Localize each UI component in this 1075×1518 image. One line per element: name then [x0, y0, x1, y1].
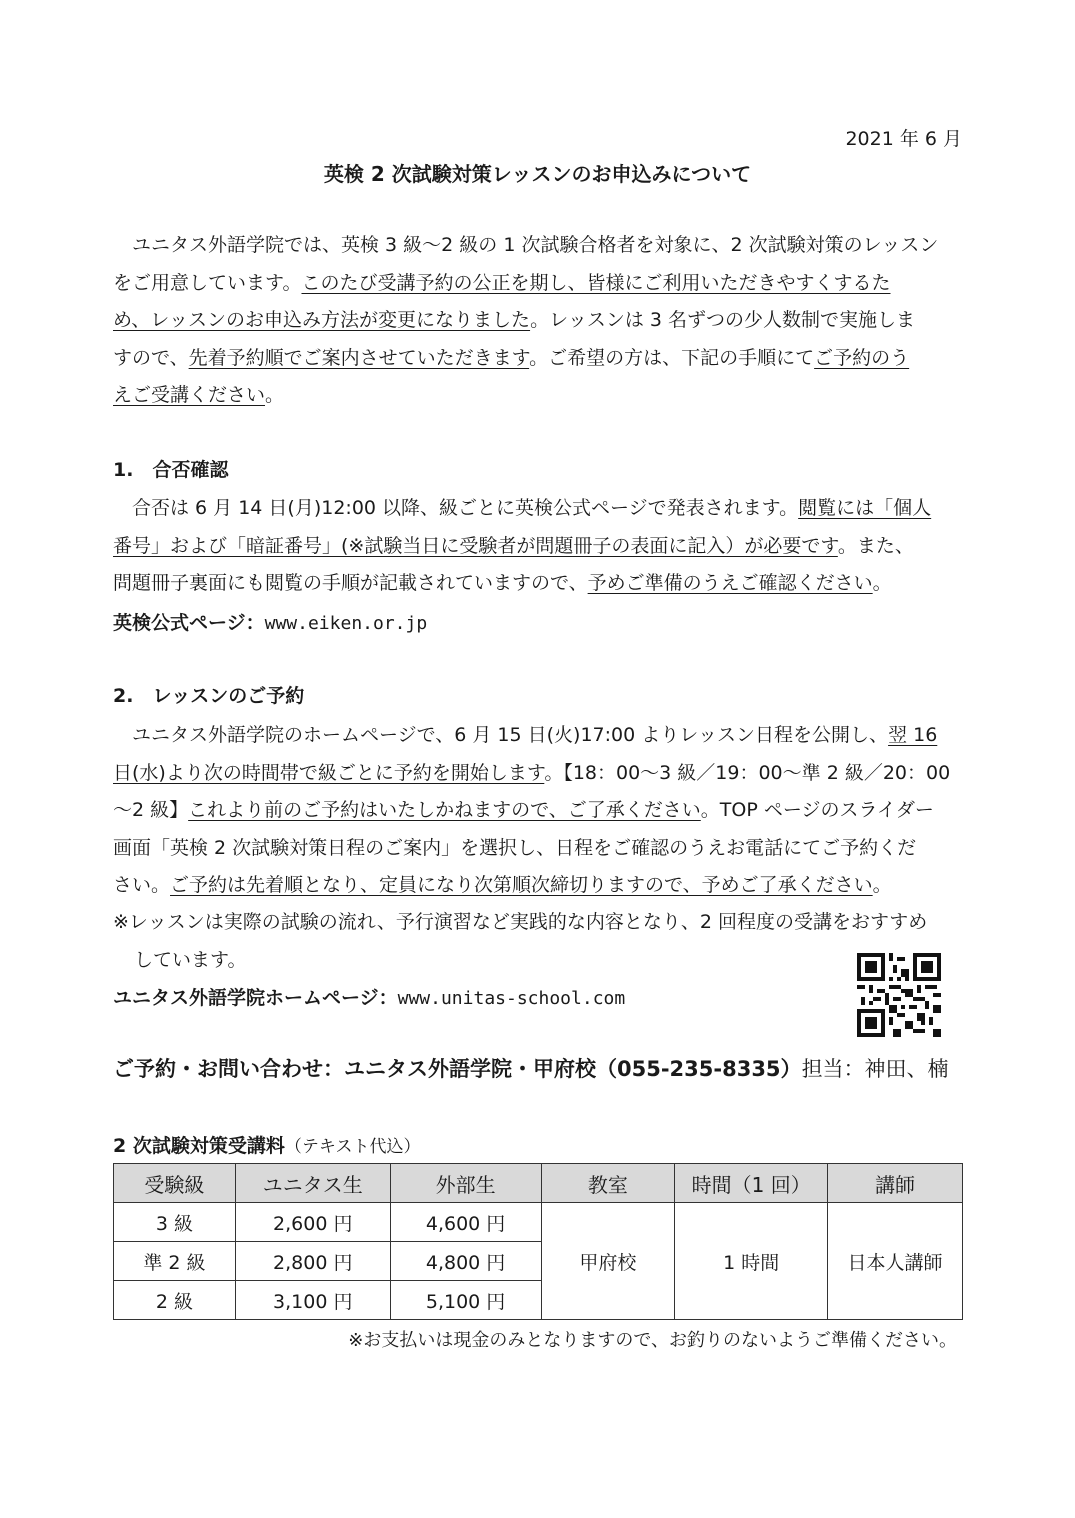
member-fee-cell: 3,100 円: [235, 1281, 390, 1320]
external-fee-cell: 4,800 円: [390, 1242, 541, 1281]
table-header-row: [114, 1164, 963, 1203]
section2-text: 。TOP ページのスライダー: [700, 799, 934, 821]
external-fee-cell: 5,100 円: [390, 1281, 541, 1320]
homepage-link[interactable]: www.unitas-school.com: [397, 988, 626, 1009]
contact-line: [113, 1053, 949, 1083]
external-fee-cell: 4,600 円: [390, 1203, 541, 1242]
section2-text: 画面「英検 2 次試験対策日程のご案内」を選択し、日程をご確認のうえお電話にてご予約くだ: [113, 836, 917, 859]
intro-text: 。レッスンは 3 名ずつの少人数制で実施しま: [530, 309, 916, 331]
column-header: 教室: [541, 1164, 675, 1203]
intro-underlined: このたび受講予約の公正を期し、皆様にご利用いただきやすくするた: [301, 271, 891, 294]
document-date: 2021 年 6 月: [845, 128, 962, 150]
section2-heading: 2. レッスンのご予約: [113, 685, 305, 707]
payment-note: ※お支払いは現金のみとなりますので、お釣りのないようご準備ください。: [348, 1330, 957, 1351]
duration-cell: 1 時間: [675, 1203, 828, 1320]
section1-text: 合否は 6 月 14 日(月)12:00 以降、級ごとに英検公式ページで発表されます。: [113, 497, 799, 519]
intro-underlined: えご受講ください: [113, 384, 266, 406]
section1-text: 。また、: [837, 534, 914, 557]
column-header: ユニタス生: [235, 1164, 390, 1203]
intro-underlined: 先着予約順でご案内させていただきます: [188, 346, 530, 369]
section1-heading: 1. 合否確認: [113, 459, 229, 481]
section2-text: ～2 級】: [113, 799, 189, 821]
section2-text: さい。: [113, 874, 171, 896]
section2-text: ユニタス外語学院のホームページで、6 月 15 日(火)17:00 よりレッスン日程を公開し、: [113, 724, 889, 746]
document-title: 英検 2 次試験対策レッスンのお申込みについて: [323, 162, 752, 186]
section2-paragraph: [113, 717, 963, 905]
section1-underlined: 閲覧には「個人: [798, 497, 932, 519]
grade-cell: 3 級: [114, 1203, 236, 1242]
column-header: 外部生: [390, 1164, 541, 1203]
column-header: 講師: [828, 1164, 963, 1203]
column-header: 時間（1 回）: [675, 1164, 828, 1203]
qr-code-icon[interactable]: [857, 953, 941, 1037]
section1-text: 。: [872, 572, 892, 594]
homepage-link-label: ユニタス外語学院ホームページ：: [113, 987, 398, 1009]
member-fee-cell: 2,600 円: [235, 1203, 390, 1242]
lesson-note-text: しています。: [134, 948, 247, 971]
fee-table: [113, 1163, 963, 1320]
contact-label: ご予約・お問い合わせ：ユニタス外語学院・甲府校（055-235-8335）: [113, 1057, 802, 1081]
fee-title-sub: （テキスト代込）: [284, 1137, 421, 1157]
intro-text: 。: [265, 384, 285, 406]
intro-text: すので、: [113, 346, 189, 369]
homepage-link-line: [113, 983, 625, 1010]
table-row: [114, 1203, 963, 1242]
room-cell: 甲府校: [541, 1203, 675, 1320]
section2-underlined: 翌 16: [888, 724, 938, 746]
intro-text: ユニタス外語学院では、英検 3 級～2 級の 1 次試験合格者を対象に、2 次試験対策のレッスン: [113, 234, 939, 256]
section1-underlined: 番号」および「暗証番号」(※試験当日に受験者が問題冊子の表面に記入）が必要です: [113, 534, 838, 557]
intro-underlined: め、レッスンのお申込み方法が変更になりました: [113, 309, 531, 331]
section2-underlined: ご予約は先着順となり、定員になり次第順次締切りますので、予めご了承ください: [170, 874, 873, 896]
section2-underlined: これより前のご予約はいたしかねますので、ご了承ください: [188, 799, 701, 821]
intro-text: 。ご希望の方は、下記の手順にて: [529, 346, 815, 369]
section1-underlined: 予めご準備のうえご確認ください: [587, 572, 873, 594]
lesson-note-text: ※レッスンは実際の試験の流れ、予行演習など実践的な内容となり、2 回程度の受講をおすすめ: [113, 911, 928, 933]
contact-staff: 担当：神田、楠: [801, 1057, 949, 1081]
section1-paragraph: [113, 490, 963, 603]
section2-text: 。: [872, 874, 892, 896]
member-fee-cell: 2,800 円: [235, 1242, 390, 1281]
section2-text: 。【18：00～3 級／19：00～準 2 級／20：00: [544, 761, 951, 784]
grade-cell: 2 級: [114, 1281, 236, 1320]
teacher-cell: 日本人講師: [828, 1203, 963, 1320]
fee-title: [113, 1131, 421, 1158]
fee-title-main: 2 次試験対策受講料: [113, 1135, 285, 1157]
eiken-link-label: 英検公式ページ：: [113, 612, 265, 634]
eiken-link-line: [113, 608, 427, 635]
grade-cell: 準 2 級: [114, 1242, 236, 1281]
intro-text: をご用意しています。: [113, 271, 302, 294]
intro-underlined: ご予約のう: [814, 346, 910, 369]
eiken-link[interactable]: www.eiken.or.jp: [264, 613, 428, 634]
section2-underlined: 日(水)より次の時間帯で級ごとに予約を開始します: [113, 761, 545, 784]
column-header: 受験級: [114, 1164, 236, 1203]
section1-text: 問題冊子裏面にも閲覧の手順が記載されていますので、: [113, 572, 588, 594]
intro-paragraph: [113, 227, 963, 415]
lesson-note: [113, 904, 973, 979]
